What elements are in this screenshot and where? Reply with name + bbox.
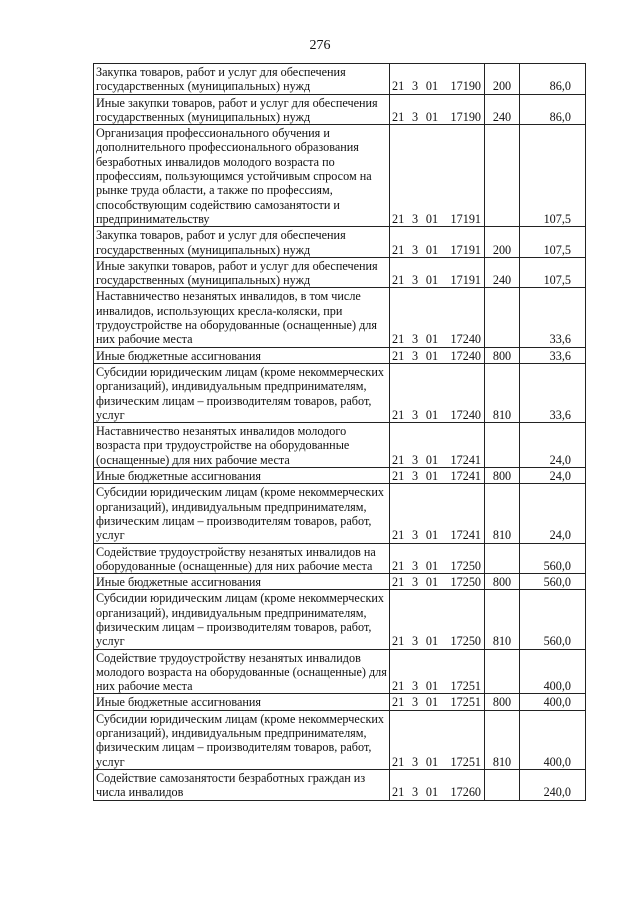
code-part: 21 [392, 469, 405, 484]
code-part: 17190 [450, 79, 481, 94]
code-part: 3 [411, 679, 419, 694]
code-part: 01 [425, 754, 439, 769]
code-part: 3 [411, 469, 419, 484]
row-expense-type [485, 649, 520, 694]
row-description: Иные бюджетные ассигнования [94, 468, 390, 484]
code-part: 17191 [450, 211, 481, 226]
table-row [94, 649, 586, 694]
table-row [94, 227, 586, 258]
code-part: 3 [411, 79, 419, 94]
code-part: 01 [425, 242, 439, 257]
code-part: 3 [411, 634, 419, 649]
row-expense-type: 800 [485, 574, 520, 590]
table-row [94, 288, 586, 347]
table-row [94, 694, 586, 710]
row-code [390, 468, 485, 484]
row-expense-type: 800 [485, 694, 520, 710]
row-code [390, 574, 485, 590]
table-row [94, 574, 586, 590]
row-amount: 107,5 [520, 257, 586, 288]
row-expense-type: 200 [485, 227, 520, 258]
table-row [94, 710, 586, 769]
code-part: 01 [425, 469, 439, 484]
row-code [390, 257, 485, 288]
code-part: 17250 [450, 558, 481, 573]
code-part: 21 [392, 452, 405, 467]
code-part: 21 [392, 785, 405, 800]
row-description: Организация профессионального обучения и дополнительного профессионального образования безработных инвалидов молодого возраста по профессиям, пользующимся устойчивым спросом на рынке труда области, а также по профессиям, способствующим содействию самозанятости и предпринимательству [94, 125, 390, 227]
code-part: 3 [411, 695, 419, 710]
row-description: Иные закупки товаров, работ и услуг для обеспечения государственных (муниципальных) нужд [94, 257, 390, 288]
code-part: 01 [425, 558, 439, 573]
row-description: Субсидии юридическим лицам (кроме некоммерческих организаций), индивидуальным предпринимателям, физическим лицам – производителям товаров, работ, услуг [94, 363, 390, 422]
code-part: 17240 [450, 348, 481, 363]
row-expense-type: 810 [485, 363, 520, 422]
row-amount: 86,0 [520, 94, 586, 125]
row-expense-type: 810 [485, 484, 520, 543]
code-part: 21 [392, 348, 405, 363]
row-code [390, 288, 485, 347]
code-part: 3 [411, 348, 419, 363]
code-part: 17240 [450, 407, 481, 422]
code-part: 3 [411, 407, 419, 422]
code-part: 21 [392, 558, 405, 573]
budget-table-body [94, 64, 586, 801]
page-number: 276 [309, 38, 331, 53]
code-part: 17250 [450, 575, 481, 590]
code-part: 01 [425, 348, 439, 363]
table-row [94, 423, 586, 468]
row-amount: 400,0 [520, 649, 586, 694]
row-code [390, 484, 485, 543]
row-description: Иные бюджетные ассигнования [94, 347, 390, 363]
code-part: 01 [425, 528, 439, 543]
row-amount: 86,0 [520, 64, 586, 95]
code-part: 17241 [450, 452, 481, 467]
row-amount: 24,0 [520, 423, 586, 468]
row-code [390, 694, 485, 710]
row-description: Субсидии юридическим лицам (кроме некоммерческих организаций), индивидуальным предпринимателям, физическим лицам – производителям товаров, работ, услуг [94, 484, 390, 543]
row-expense-type: 200 [485, 64, 520, 95]
row-code [390, 227, 485, 258]
code-part: 17241 [450, 528, 481, 543]
row-description: Наставничество незанятых инвалидов, в том числе инвалидов, использующих кресла-коляски, при трудоустройстве на оборудованные (оснащенные) для них рабочие места [94, 288, 390, 347]
code-part: 3 [411, 785, 419, 800]
row-description: Содействие трудоустройству незанятых инвалидов молодого возраста на оборудованные (оснащенные) для них рабочие места [94, 649, 390, 694]
row-code [390, 363, 485, 422]
code-part: 21 [392, 242, 405, 257]
code-part: 17251 [450, 754, 481, 769]
table-row [94, 363, 586, 422]
code-part: 01 [425, 407, 439, 422]
code-part: 01 [425, 575, 439, 590]
row-amount: 560,0 [520, 590, 586, 649]
row-amount: 107,5 [520, 227, 586, 258]
code-part: 01 [425, 452, 439, 467]
code-part: 3 [411, 558, 419, 573]
row-expense-type: 800 [485, 468, 520, 484]
row-description: Иные закупки товаров, работ и услуг для обеспечения государственных (муниципальных) нужд [94, 94, 390, 125]
row-description: Субсидии юридическим лицам (кроме некоммерческих организаций), индивидуальным предпринимателям, физическим лицам – производителям товаров, работ, услуг [94, 590, 390, 649]
row-amount: 33,6 [520, 288, 586, 347]
row-expense-type: 240 [485, 94, 520, 125]
row-description: Иные бюджетные ассигнования [94, 574, 390, 590]
table-row [94, 257, 586, 288]
row-description: Субсидии юридическим лицам (кроме некоммерческих организаций), индивидуальным предпринимателям, физическим лицам – производителям товаров, работ, услуг [94, 710, 390, 769]
row-description: Содействие трудоустройству незанятых инвалидов на оборудованные (оснащенные) для них рабочие места [94, 543, 390, 574]
table-row [94, 94, 586, 125]
row-amount: 240,0 [520, 769, 586, 800]
code-part: 17240 [450, 332, 481, 347]
table-row [94, 590, 586, 649]
code-part: 3 [411, 273, 419, 288]
row-code [390, 590, 485, 649]
code-part: 01 [425, 634, 439, 649]
row-expense-type: 240 [485, 257, 520, 288]
code-part: 21 [392, 754, 405, 769]
code-part: 3 [411, 109, 419, 124]
code-part: 01 [425, 109, 439, 124]
row-expense-type: 810 [485, 710, 520, 769]
table-row [94, 769, 586, 800]
table-row [94, 347, 586, 363]
row-code [390, 769, 485, 800]
table-row [94, 125, 586, 227]
row-expense-type [485, 543, 520, 574]
code-part: 01 [425, 695, 439, 710]
row-code [390, 64, 485, 95]
row-code [390, 543, 485, 574]
code-part: 21 [392, 528, 405, 543]
code-part: 21 [392, 634, 405, 649]
code-part: 3 [411, 754, 419, 769]
row-amount: 560,0 [520, 574, 586, 590]
row-amount: 560,0 [520, 543, 586, 574]
row-description: Иные бюджетные ассигнования [94, 694, 390, 710]
code-part: 21 [392, 273, 405, 288]
code-part: 21 [392, 695, 405, 710]
code-part: 21 [392, 332, 405, 347]
row-amount: 24,0 [520, 484, 586, 543]
code-part: 17250 [450, 634, 481, 649]
code-part: 17191 [450, 242, 481, 257]
row-description: Наставничество незанятых инвалидов молодого возраста при трудоустройстве на оборудованные (оснащенные) для них рабочие места [94, 423, 390, 468]
table-row [94, 468, 586, 484]
code-part: 3 [411, 242, 419, 257]
code-part: 3 [411, 528, 419, 543]
row-amount: 107,5 [520, 125, 586, 227]
row-amount: 24,0 [520, 468, 586, 484]
table-row [94, 64, 586, 95]
code-part: 3 [411, 211, 419, 226]
row-amount: 33,6 [520, 363, 586, 422]
code-part: 21 [392, 679, 405, 694]
row-amount: 400,0 [520, 694, 586, 710]
code-part: 01 [425, 785, 439, 800]
row-description: Закупка товаров, работ и услуг для обеспечения государственных (муниципальных) нужд [94, 64, 390, 95]
code-part: 21 [392, 79, 405, 94]
row-expense-type: 810 [485, 590, 520, 649]
row-code [390, 347, 485, 363]
budget-table [93, 63, 586, 801]
code-part: 21 [392, 575, 405, 590]
code-part: 21 [392, 211, 405, 226]
code-part: 3 [411, 452, 419, 467]
row-expense-type [485, 125, 520, 227]
row-expense-type [485, 288, 520, 347]
table-row [94, 484, 586, 543]
row-code [390, 94, 485, 125]
row-description: Закупка товаров, работ и услуг для обеспечения государственных (муниципальных) нужд [94, 227, 390, 258]
row-description: Содействие самозанятости безработных граждан из числа инвалидов [94, 769, 390, 800]
row-amount: 400,0 [520, 710, 586, 769]
code-part: 17251 [450, 695, 481, 710]
code-part: 01 [425, 679, 439, 694]
code-part: 21 [392, 407, 405, 422]
row-code [390, 423, 485, 468]
code-part: 17251 [450, 679, 481, 694]
code-part: 3 [411, 332, 419, 347]
code-part: 01 [425, 273, 439, 288]
row-code [390, 125, 485, 227]
row-expense-type: 800 [485, 347, 520, 363]
row-amount: 33,6 [520, 347, 586, 363]
code-part: 17190 [450, 109, 481, 124]
row-code [390, 649, 485, 694]
code-part: 17241 [450, 469, 481, 484]
row-expense-type [485, 769, 520, 800]
code-part: 01 [425, 211, 439, 226]
code-part: 17260 [450, 785, 481, 800]
code-part: 21 [392, 109, 405, 124]
code-part: 01 [425, 332, 439, 347]
table-row [94, 543, 586, 574]
code-part: 17191 [450, 273, 481, 288]
row-code [390, 710, 485, 769]
code-part: 01 [425, 79, 439, 94]
row-expense-type [485, 423, 520, 468]
code-part: 3 [411, 575, 419, 590]
